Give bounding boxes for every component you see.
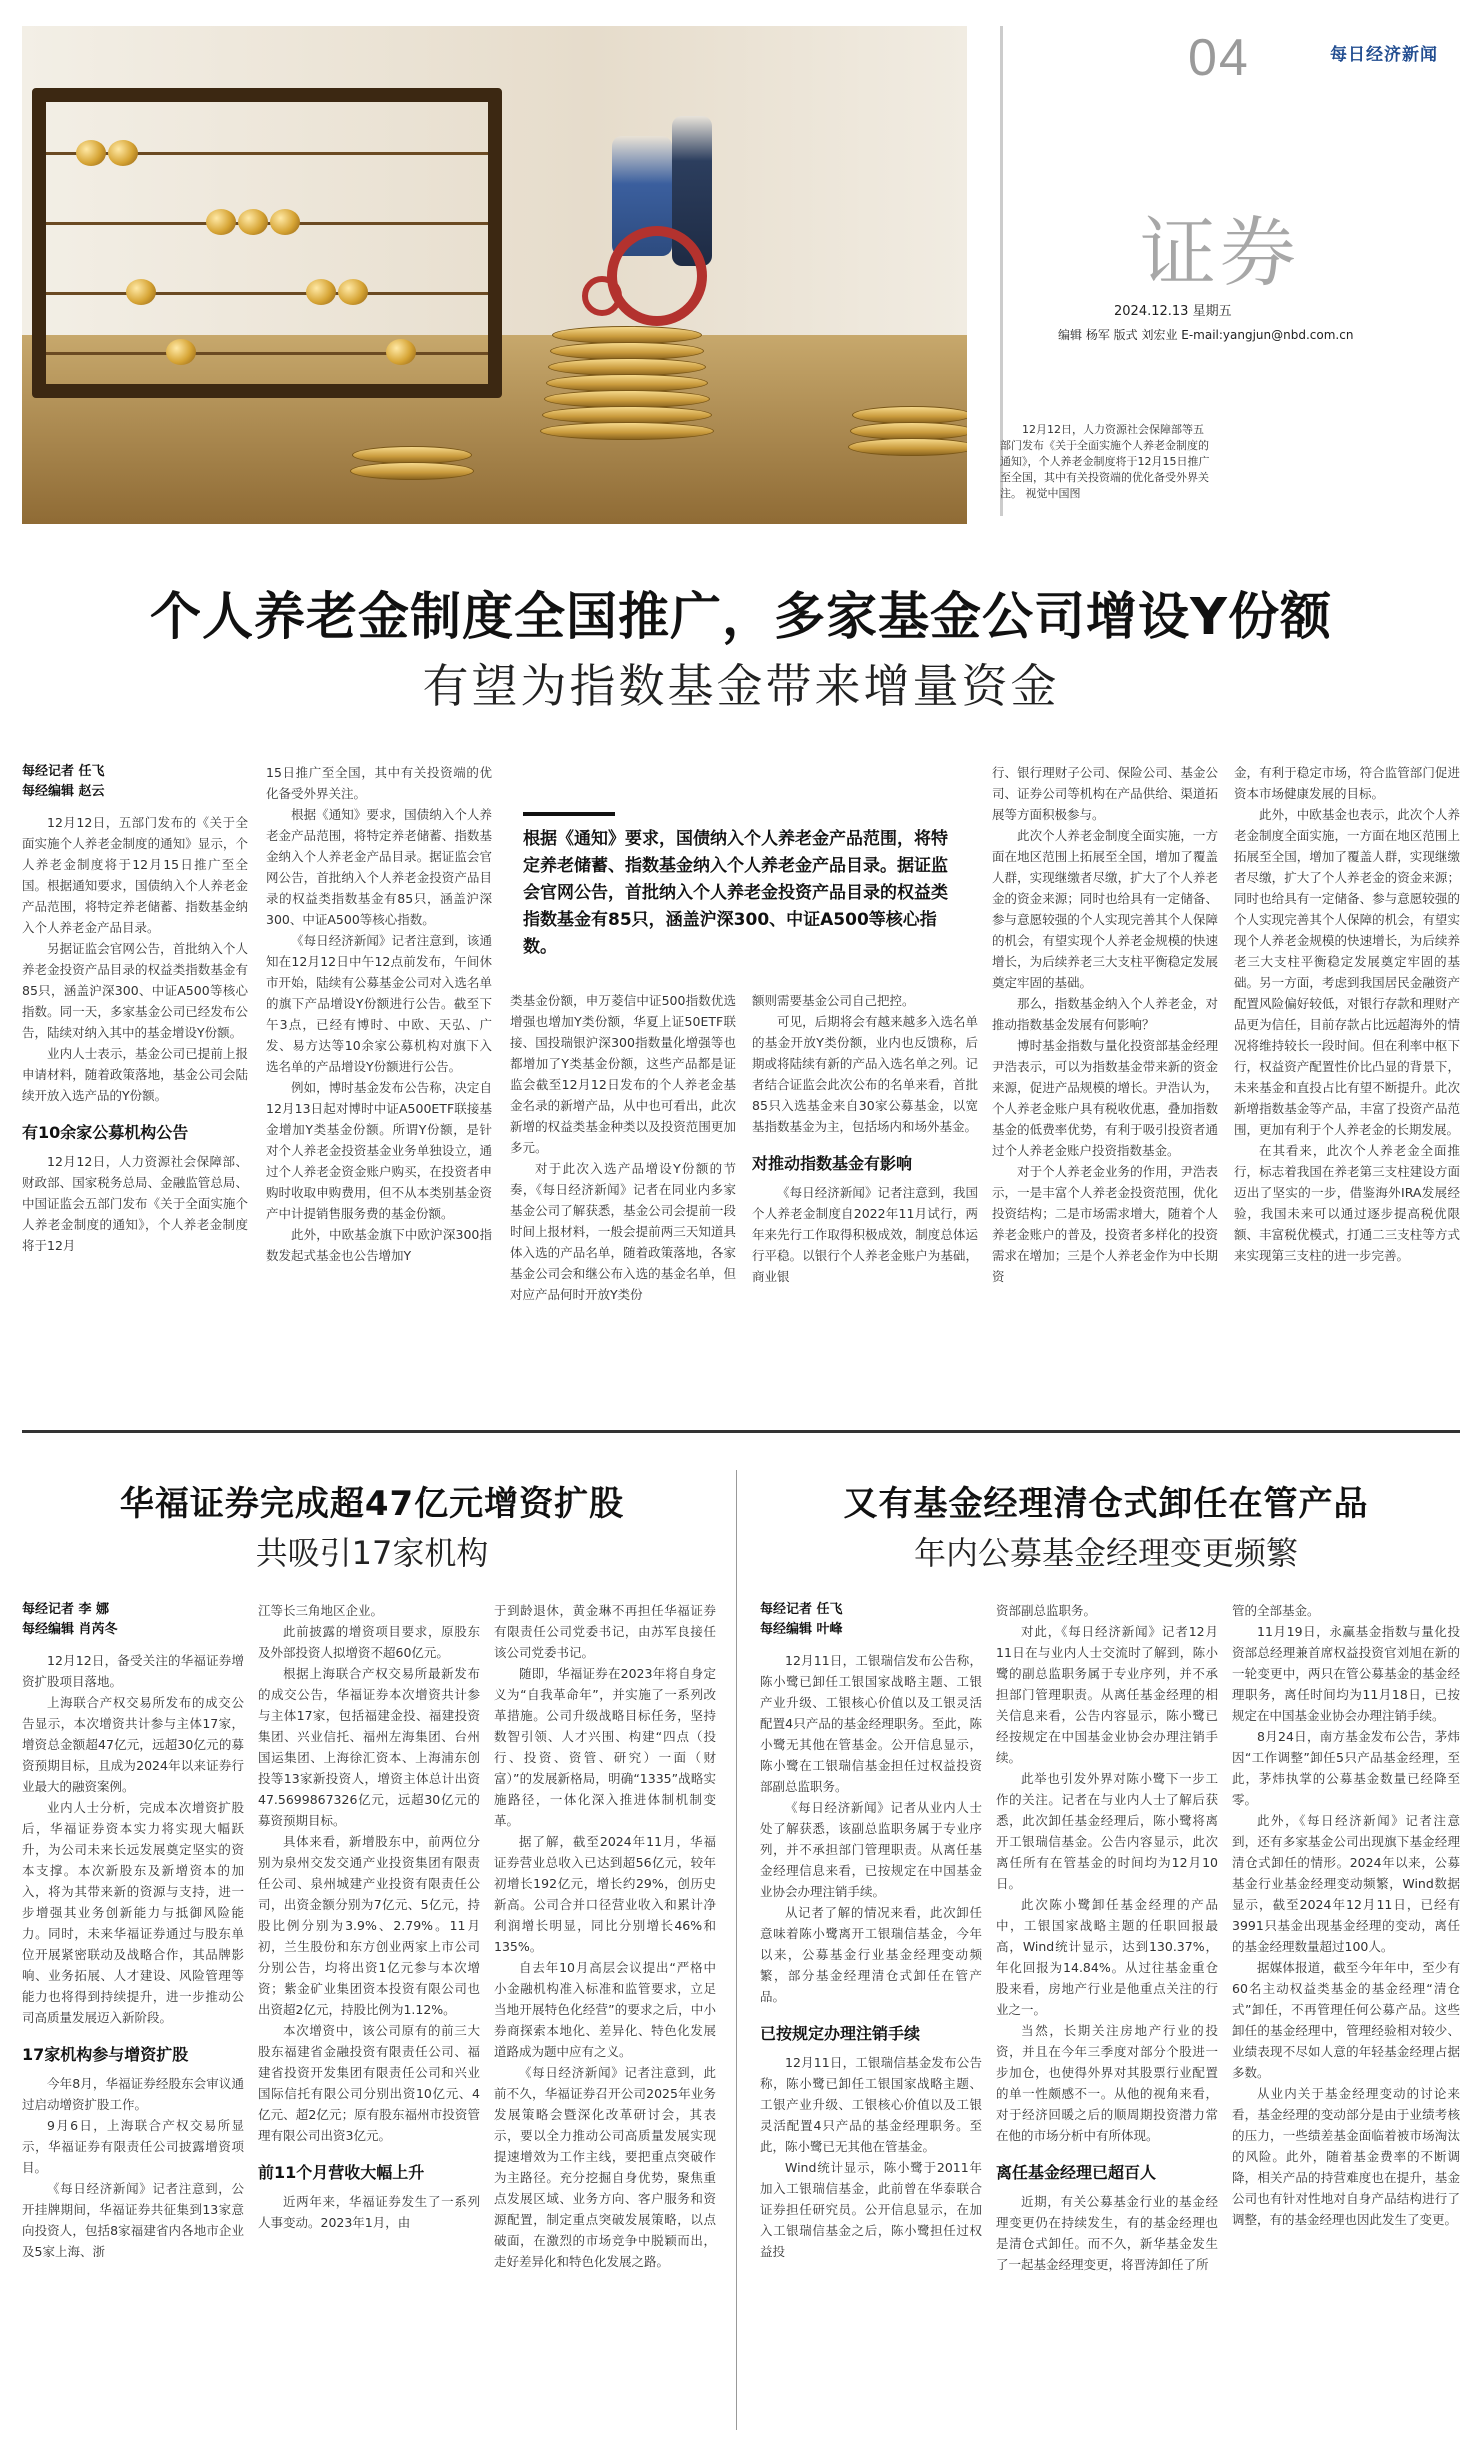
subheading: 前11个月营收大幅上升	[258, 2163, 425, 2182]
article3-col3	[1232, 1600, 1460, 2430]
paragraph: 对此，《每日经济新闻》记者12月11日在与业内人士交流时了解到，陈小鹭的副总监职务属于专业序列，并不承担部门管理职责。从离任基金经理的相关信息来看，公告内容显示，陈小鹭已经按规定在中国基金业协会办理注销手续。	[996, 1624, 1218, 1765]
paragraph: 从记者了解的情况来看，此次卸任意味着陈小鹭离开工银瑞信基金，今年以来，公募基金行业基金经理变动频繁，部分基金经理清仓式卸任在管产品。	[760, 1905, 982, 2004]
paragraph: 博时基金指数与量化投资部基金经理尹浩表示，可以为指数基金带来新的资金来源，促进产品规模的增长。尹浩认为，个人养老金账户具有税收优惠，叠加指数基金的低费率优势，有利于吸引投资者通过个人养老金账户投资指数基金。	[992, 1038, 1218, 1158]
paragraph: 在其看来，此次个人养老金全面推行，标志着我国在养老第三支柱建设方面迈出了坚实的一步，借鉴海外IRA发展经验，我国未来可以通过逐步提高税优限额、丰富税优模式，打通二三支柱等方式来实现第三支柱的进一步完善。	[1234, 1143, 1460, 1263]
paragraph: 管的全部基金。	[1232, 1603, 1320, 1618]
article3-col1	[760, 1600, 982, 2430]
paragraph: 12月11日，工银瑞信发布公告称，陈小鹭已卸任工银国家战略主题、工银产业升级、工银核心价值以及工银灵活配置4只产品的基金经理职务。至此，陈小鹭无其他在管基金。公开信息显示，陈小鹭在工银瑞信基金担任过权益投资部副总监职务。	[760, 1653, 982, 1794]
article1-col1	[22, 762, 248, 1407]
article2-headline: 华福证券完成超47亿元增资扩股	[119, 1484, 625, 1524]
byline-editor: 每经编辑 叶峰	[760, 1622, 843, 1637]
paragraph: 12月12日，备受关注的华福证券增资扩股项目落地。	[22, 1653, 244, 1689]
column-divider	[736, 1470, 737, 2430]
paragraph: 11月19日，永赢基金指数与量化投资部总经理兼首席权益投资官刘旭在新的一轮变更中，两只在管公募基金的基金经理职务，离任时间均为11月18日，已按规定在中国基金业协会办理注销手续。	[1232, 1624, 1460, 1723]
photo-caption-box	[1000, 422, 1210, 522]
paragraph: 自去年10月高层会议提出“严格中小金融机构准入标准和监管要求，立足当地开展特色化经营”的要求之后，中小券商探索本地化、差异化、特色化发展道路成为题中应有之义。	[494, 1960, 716, 2059]
paragraph: 资部副总监职务。	[996, 1603, 1097, 1618]
article3-headline: 又有基金经理清仓式卸任在管产品	[843, 1484, 1369, 1524]
paragraph: 今年8月，华福证券经股东会审议通过启动增资扩股工作。	[22, 2076, 244, 2112]
article2-col2	[258, 1600, 480, 2430]
issue-date: 2024.12.13 星期五	[1114, 304, 1232, 319]
paragraph: 可见，后期将会有越来越多入选名单的基金开放Y类份额，业内也反馈称，后期或将陆续有新的产品入选名单之列。记者结合证监会此次公布的名单来看，首批85只入选基金来自30家公募基金，以宽基指数基金为主，包括场内和场外基金。	[752, 1014, 978, 1134]
editors-line: 编辑 杨军 版式 刘宏业 E-mail:yangjun@nbd.com.cn	[1058, 328, 1354, 342]
paragraph: 《每日经济新闻》记者注意到，公开挂牌期间，华福证券共征集到13家意向投资人，包括8家福建省内各地市企业及5家上海、浙	[22, 2181, 244, 2259]
byline-reporter: 每经记者 李 娜	[22, 1602, 110, 1617]
paragraph: 《每日经济新闻》记者注意到，此前不久，华福证券召开公司2025年业务发展策略会暨深化改革研讨会，其表示，要以全力推动公司高质量发展实现提速增效为工作主线，要把重点突破作为主路径。充分挖掘自身优势，聚焦重点发展区域、业务方向、客户服务和资源配置，制定重点突破发展策略，以点破面，在激烈的市场竞争中脱颖而出，走好差异化和特色化发展之路。	[494, 2065, 716, 2269]
paragraph: 额则需要基金公司自己把控。	[752, 993, 915, 1008]
paragraph: 业内人士表示，基金公司已提前上报申请材料，随着政策落地，基金公司会陆续开放入选产品的Y份额。	[22, 1046, 248, 1103]
page-number: 04	[1188, 29, 1250, 87]
subheading: 对推动指数基金有影响	[752, 1154, 913, 1173]
newspaper-brand: 每日经济新闻	[1330, 45, 1438, 65]
paragraph: 此举也引发外界对陈小鹭下一步工作的关注。记者在与业内人士了解后获悉，此次卸任基金经理后，陈小鹭将离开工银瑞信基金。公告内容显示，此次离任所有在管基金的时间均为12月10日。	[996, 1771, 1218, 1891]
article3-col2	[996, 1600, 1218, 2430]
paragraph: 于到龄退休，黄金琳不再担任华福证券有限责任公司党委书记，由苏军良接任该公司党委书记。	[494, 1603, 716, 1660]
paragraph: 据了解，截至2024年11月，华福证券营业总收入已达到超56亿元，较年初增长192亿元，增长约29%，创历史新高。公司合并口径营业收入和累计净利润增长明显，同比分别增长46%和135%。	[494, 1834, 716, 1954]
article1-col6	[1234, 762, 1460, 1407]
paragraph: 此前披露的增资项目要求，原股东及外部投资人拟增资不超60亿元。	[258, 1624, 480, 1660]
paragraph: 《每日经济新闻》记者注意到，我国个人养老金制度自2022年11月试行，两年来先行工作取得积极成效，制度总体运行平稳。以银行个人养老金账户为基础，商业银	[752, 1185, 978, 1284]
paragraph: 随即，华福证券在2023年将自身定义为“自我革命年”，并实施了一系列改革措施。公司升级战略目标任务，坚持数智引领、人才兴围、构建“四点（投行、投资、资管、研究）一面（财富）”的发展新格局，明确“1335”战略实施路径，一体化深入推进体制机制变革。	[494, 1666, 716, 1828]
paragraph: 15日推广至全国，其中有关投资端的优化备受外界关注。	[266, 765, 492, 801]
byline-editor: 每经编辑 赵云	[22, 784, 105, 799]
paragraph: 具体来看，新增股东中，前两位分别为泉州交发交通产业投资集团有限责任公司、泉州城建产业投资有限责任公司，出资金额分别为7亿元、5亿元，持股比例分别为3.9%、2.79%。11月初，兰生股份和东方创业两家上市公司分别公告，均将出资1亿元参与本次增资；紫金矿业集团资本投资有限公司也出资超2亿元，持股比例为1.12%。	[258, 1834, 480, 2017]
paragraph: 金，有利于稳定市场，符合监管部门促进资本市场健康发展的目标。	[1234, 765, 1460, 801]
paragraph: 此外，中欧基金旗下中欧沪深300指数发起式基金也公告增加Y	[266, 1227, 492, 1263]
article2-col3	[494, 1600, 716, 2430]
section-divider	[22, 1430, 1460, 1433]
paragraph: 此外，《每日经济新闻》记者注意到，还有多家基金公司出现旗下基金经理清仓式卸任的情形。2024年以来，公募基金行业基金经理变动频繁，Wind数据显示，截至2024年12月11日，已经有3991只基金出现基金经理的变动，离任的基金经理数量超过100人。	[1232, 1813, 1460, 1954]
paragraph: 江等长三角地区企业。	[258, 1603, 384, 1618]
article1-col4	[752, 990, 978, 1408]
article1-col2	[266, 762, 492, 1407]
paragraph: 《每日经济新闻》记者注意到，该通知在12月12日中午12点前发布，午间休市开始，陆续有公募基金公司对入选名单的旗下产品增设Y份额进行公告。截至下午3点，已经有博时、中欧、天弘、广发、易方达等10余家公募机构对旗下入选名单的产品增设Y份额进行公告。	[266, 933, 492, 1074]
byline-reporter: 每经记者 任飞	[22, 764, 105, 779]
paragraph: 根据上海联合产权交易所最新发布的成交公告，华福证券本次增资共计参与主体17家，包括福建金投、福建投资集团、兴业信托、福州左海集团、台州国运集团、上海徐汇资本、上海浦东创投等13家新投资人，增资主体总计出资47.5699867326亿元，远超30亿元的募资预期目标。	[258, 1666, 480, 1828]
abacus-icon	[32, 88, 502, 398]
article1-subheadline: 有望为指数基金带来增量资金	[422, 659, 1060, 713]
paragraph: 此次陈小鹭卸任基金经理的产品中，工银国家战略主题的任职回报最高，Wind统计显示，达到130.37%，年化回报为14.84%。从过往基金重仓股来看，房地产行业是他重点关注的行业之一。	[996, 1897, 1218, 2017]
paragraph: 12月12日，人力资源社会保障部、财政部、国家税务总局、金融监管总局、中国证监会五部门发布《关于全面实施个人养老金制度的通知》，个人养老金制度将于12月	[22, 1154, 248, 1253]
paragraph: 行、银行理财子公司、保险公司、基金公司、证券公司等机构在产品供给、渠道拓展等方面积极参与。	[992, 765, 1218, 822]
subheading: 有10余家公募机构公告	[22, 1123, 189, 1142]
subheading: 离任基金经理已超百人	[996, 2163, 1157, 2182]
paragraph: 对于此次入选产品增设Y份额的节奏，《每日经济新闻》记者在同业内多家基金公司了解获悉，基金公司会提前一段时间上报材料，一般会提前两三天知道具体入选的产品名单，随着政策落地，各家基金公司会和继公布入选的基金名单，但对应产品何时开放Y类份	[510, 1161, 736, 1302]
paragraph: Wind统计显示，陈小鹭于2011年加入工银瑞信基金，此前曾在华泰联合证券担任研究员。公开信息显示，在加入工银瑞信基金之后，陈小鹭担任过权益投	[760, 2160, 982, 2259]
paragraph: 此外，中欧基金也表示，此次个人养老金制度全面实施，一方面在地区范围上拓展至全国，增加了覆盖人群，实现继缴者尽缴，扩大了个人养老金的资金来源；同时也给具有一定储备、参与意愿较强的个人实现完善其个人保障的机会，有望实现个人养老金规模的快速增长，为后续养老三大支柱平衡稳定发展奠定牢固的基础。另一方面，考虑到我国居民金融资产配置风险偏好较低，对银行存款和理财产品更为信任，目前存款占比远超海外的情况将维持较长一段时间。但在利率中枢下行，权益资产配置性价比凸显的背景下，未来基金和直投占比有望不断提升。此次新增指数基金等产品，丰富了投资产品范围，更加有利于个人养老金的长期发展。	[1234, 807, 1460, 1137]
paragraph: 《每日经济新闻》记者从业内人士处了解获悉，该副总监职务属于专业序列，并不承担部门管理职责。从离任基金经理信息来看，已按规定在中国基金业协会办理注销手续。	[760, 1800, 982, 1899]
byline-reporter: 每经记者 任飞	[760, 1602, 843, 1617]
paragraph: 根据《通知》要求，国债纳入个人养老金产品范围，将特定养老储蓄、指数基金纳入个人养老金产品目录。据证监会官网公告，首批纳入个人养老金投资产品目录的权益类指数基金有85只，涵盖沪深300、中证A500等核心指数。	[266, 807, 492, 927]
paragraph: 12月11日，工银瑞信基金发布公告称，陈小鹭已卸任工银国家战略主题、工银产业升级、工银核心价值以及工银灵活配置4只产品的基金经理职务。至此，陈小鹭已无其他在管基金。	[760, 2055, 982, 2154]
paragraph: 当然，长期关注房地产行业的投资，并且在今年三季度对部分个股进一步加仓，也使得外界对其股票行业配置的单一性颇感不一。从他的视角来看，对于经济回暖之后的顺周期投资潜力常在他的市场分析中有所体现。	[996, 2023, 1218, 2143]
paragraph: 那么，指数基金纳入个人养老金，对推动指数基金发展有何影响？	[992, 996, 1218, 1032]
paragraph: 另据证监会官网公告，首批纳入个人养老金投资产品目录的权益类指数基金有85只，涵盖沪深300、中证A500等核心指数。同一天，多家基金公司已经发布公告，陆续对纳入其中的基金增设Y份额。	[22, 941, 248, 1040]
paragraph: 近期，有关公募基金行业的基金经理变更仍在持续发生，有的基金经理也是清仓式卸任。而不久，新华基金发生了一起基金经理变更，将晋涛卸任了所	[996, 2194, 1218, 2272]
paragraph: 业内人士分析，完成本次增资扩股后，华福证券资本实力将实现大幅跃升，为公司未来长远发展奠定坚实的资本支撑。本次新股东及新增资本的加入，将为其带来新的资源与支持，进一步增强其业务创新能力与抵御风险能力。同时，未来华福证券通过与股东单位开展紧密联动及战略合作，其品牌影响、业务拓展、人才建设、风险管理等能力也将得到持续提升，进一步推动公司高质量发展迈入新阶段。	[22, 1800, 244, 2025]
paragraph: 9月6日，上海联合产权交易所显示，华福证券有限责任公司披露增资项目。	[22, 2118, 244, 2175]
article2-col1	[22, 1600, 244, 2430]
section-title: 证券	[1140, 208, 1300, 297]
paragraph: 从业内关于基金经理变动的讨论来看，基金经理的变动部分是由于业绩考核的压力，一些绩差基金面临着被市场淘汰的风险。此外，随着基金费率的不断调降，相关产品的持营难度也在提升，基金公司也有针对性地对自身产品结构进行了调整，有的基金经理也因此发生了变更。	[1232, 2086, 1460, 2227]
feature-photo	[22, 26, 967, 524]
paragraph: 例如，博时基金发布公告称，决定自12月13日起对博时中证A500ETF联接基金增加Y类基金份额。所谓Y份额，是针对个人养老金投资基金业务单独设立，通过个人养老金资金账户购买，在投资者申购时收取申购费用，但不从本类别基金资产中计提销售服务费的基金份额。	[266, 1080, 492, 1221]
article1-col3	[510, 990, 736, 1408]
paragraph: 对于个人养老金业务的作用，尹浩表示，一是丰富个人养老金投资范围，优化投资结构；二是市场需求增大，随着个人养老金账户的普及，投资者多样化的投资需求在增加；三是个人养老金作为中长期资	[992, 1164, 1218, 1284]
article1-col5	[992, 762, 1218, 1407]
article2-subheadline: 共吸引17家机构	[255, 1534, 489, 1572]
subheading: 已按规定办理注销手续	[760, 2024, 921, 2043]
pull-quote-text: 根据《通知》要求，国债纳入个人养老金产品范围，将特定养老储蓄、指数基金纳入个人养老金产品目录。据证监会官网公告，首批纳入个人养老金投资产品目录的权益类指数基金有85只，涵盖沪深300、中证A500等核心指数。	[523, 829, 948, 957]
article1-headline: 个人养老金制度全国推广，多家基金公司增设Y份额	[150, 588, 1332, 647]
byline-editor: 每经编辑 肖芮冬	[22, 1622, 118, 1637]
pull-quote	[523, 826, 963, 961]
article3-subheadline: 年内公募基金经理变更频繁	[913, 1534, 1298, 1572]
paragraph: 8月24日，南方基金发布公告，茅炜因“工作调整”卸任5只产品基金经理，至此，茅炜执掌的公募基金数量已经降至零。	[1232, 1729, 1460, 1807]
subheading: 17家机构参与增资扩股	[22, 2045, 189, 2064]
paragraph: 12月12日，五部门发布的《关于全面实施个人养老金制度的通知》显示，个人养老金制度将于12月15日推广至全国。根据通知要求，国债纳入个人养老金产品范围，将特定养老储蓄、指数基金纳入个人养老金产品目录。	[22, 815, 248, 935]
paragraph: 本次增资中，该公司原有的前三大股东福建省金融投资有限责任公司、福建省投资开发集团有限责任公司和兴业国际信托有限公司分别出资10亿元、4亿元、超2亿元；原有股东福州市投资管理有限公司出资3亿元。	[258, 2023, 480, 2143]
paragraph: 此次个人养老金制度全面实施，一方面在地区范围上拓展至全国，增加了覆盖人群，实现继缴者尽缴，扩大了个人养老金的资金来源；同时也给具有一定储备、参与意愿较强的个人实现完善其个人保障的机会，有望实现个人养老金规模的快速增长，为后续养老三大支柱平衡稳定发展奠定牢固的基础。	[992, 828, 1218, 990]
pull-quote-bar	[523, 812, 615, 816]
paragraph: 据媒体报道，截至今年年中，至少有60名主动权益类基金的基金经理“清仓式”卸任，不再管理任何公募产品。这些卸任的基金经理中，管理经验相对较少、业绩表现不尽如人意的年轻基金经理占据多数。	[1232, 1960, 1460, 2080]
photo-caption: 12月12日，人力资源社会保障部等五部门发布《关于全面实施个人养老金制度的通知》，个人养老金制度将于12月15日推广至全国，其中有关投资端的优化备受外界关注。 视觉中国图	[1000, 423, 1210, 500]
paragraph: 上海联合产权交易所发布的成交公告显示，本次增资共计参与主体17家，增资总金额超47亿元，远超30亿元的募资预期目标，且成为2024年以来证券行业最大的融资案例。	[22, 1695, 244, 1794]
paragraph: 近两年来，华福证券发生了一系列人事变动。2023年1月，由	[258, 2194, 480, 2230]
paragraph: 类基金份额，申万菱信中证500指数优选增强也增加Y类份额，华夏上证50ETF联接、国投瑞银沪深300指数量化增强等也都增加了Y类基金份额，这些产品都是证监会截至12月12日发布的个人养老金基金名录的新增产品，从中也可看出，此次新增的权益类基金种类以及投资范围更加多元。	[510, 993, 736, 1155]
wheelchair-wheel-icon	[607, 226, 707, 326]
